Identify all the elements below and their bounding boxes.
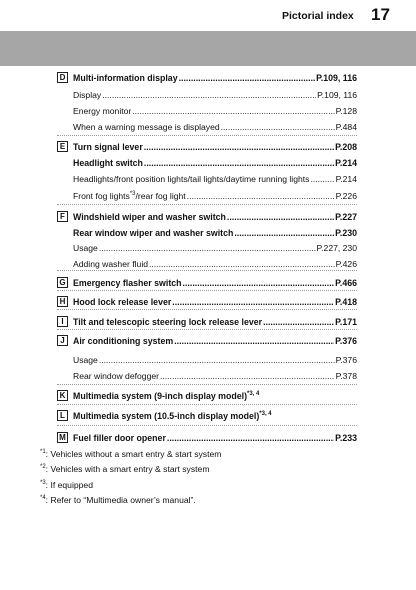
footnote: [40, 478, 93, 492]
page-reference: P.171: [335, 317, 357, 327]
entry-label-text: Energy monitor: [73, 106, 132, 116]
entry-label: [73, 103, 131, 119]
entry-label: [73, 275, 182, 291]
entry-label-text: Display: [73, 90, 102, 100]
index-subentry: [73, 368, 357, 384]
page-reference: P.109, 116: [317, 90, 357, 100]
entry-label-text: Rear window wiper and washer switch: [73, 228, 234, 238]
entry-label: [73, 171, 309, 187]
section-letter-box: D: [57, 72, 68, 83]
section-letter-box: L: [57, 410, 68, 421]
section-letter-box: H: [57, 296, 68, 307]
entry-label-text: Air conditioning system: [73, 336, 174, 346]
footnote: [40, 447, 221, 461]
page-reference: P.128: [335, 106, 357, 116]
entry-label-text: Multimedia system (10.5-inch display model): [73, 411, 260, 421]
index-entry: [73, 430, 357, 446]
section-divider: [57, 290, 357, 291]
header-band: [0, 31, 416, 66]
page-reference: P.378: [335, 371, 357, 381]
entry-label: [73, 139, 143, 155]
section-letter-box: E: [57, 141, 68, 152]
page-reference: P.214: [335, 158, 357, 168]
index-entry: [73, 275, 357, 291]
index-subentry: [73, 171, 357, 187]
entry-label-text: When a warning message is displayed: [73, 122, 220, 132]
entry-label: [73, 294, 171, 310]
dot-leader: [310, 171, 334, 187]
header-title: Pictorial index: [282, 10, 354, 22]
entry-label: [73, 314, 262, 330]
section-divider: [57, 135, 357, 136]
page-reference: P.376: [335, 355, 357, 365]
footnote-mark: *3: [40, 480, 46, 487]
dot-leader: [174, 333, 334, 349]
entry-label-text: Emergency flasher switch: [73, 278, 182, 288]
dot-leader: [221, 119, 335, 135]
entry-label-text: Multimedia system (9-inch display model): [73, 391, 248, 401]
page-reference: P.230: [335, 228, 357, 238]
entry-label: [73, 225, 233, 241]
dot-leader: [234, 225, 334, 241]
dot-leader: [227, 209, 334, 225]
footnote-text: : If equipped: [45, 480, 93, 490]
dot-leader: [179, 70, 315, 86]
footnote-text: : Refer to “Multimedia owner’s manual”.: [45, 495, 196, 505]
dot-leader: [160, 368, 335, 384]
page-reference: P.208: [335, 142, 357, 152]
page-reference: P.426: [335, 259, 357, 269]
dot-leader: [99, 352, 335, 368]
entry-label-text: Front fog lights: [73, 191, 130, 201]
entry-label: [73, 388, 259, 404]
dot-leader: [167, 430, 334, 446]
entry-label: [73, 87, 101, 103]
section-letter-box: M: [57, 432, 68, 443]
index-entry: [73, 70, 357, 86]
dot-leader: [144, 139, 334, 155]
entry-label-text: Headlight switch: [73, 158, 143, 168]
entry-label-text: Rear window defogger: [73, 371, 159, 381]
page-reference: P.233: [335, 433, 357, 443]
footnote-ref: *3, 4: [247, 391, 260, 398]
entry-label-text: Usage: [73, 243, 98, 253]
footnote-ref: *3, 4: [259, 411, 272, 418]
section-letter-box: I: [57, 316, 68, 327]
entry-label-text: Tilt and telescopic steering lock release lever: [73, 317, 263, 327]
index-entry: [73, 139, 357, 155]
page-reference: P.214: [335, 174, 357, 184]
index-entry: [73, 314, 357, 330]
entry-label-text: Headlights/front position lights/tail lights/daytime running lights: [73, 174, 310, 184]
entry-label: [73, 188, 186, 204]
index-subentry: [73, 240, 357, 256]
section-letter-box: G: [57, 277, 68, 288]
entry-label: [73, 209, 226, 225]
page-reference: P.466: [335, 278, 357, 288]
section-divider: [57, 270, 357, 271]
section-letter-box: J: [57, 335, 68, 346]
entry-label-continuation: /rear fog light: [135, 191, 186, 201]
page-reference: P.227, 230: [316, 243, 357, 253]
entry-label-text: Turn signal lever: [73, 142, 143, 152]
section-divider: [57, 425, 357, 426]
footnote-mark: *4: [40, 495, 46, 502]
entry-label-text: Adding washer fluid: [73, 259, 149, 269]
page-reference: P.418: [335, 297, 357, 307]
page-reference: P.226: [335, 191, 357, 201]
dot-leader: [172, 294, 334, 310]
index-entry: [73, 155, 357, 171]
index-subentry: [73, 188, 357, 204]
page-reference: P.109, 116: [316, 73, 357, 83]
dot-leader: [99, 240, 316, 256]
index-subentry: [73, 119, 357, 135]
section-letter-box: K: [57, 390, 68, 401]
entry-label-text: Fuel filler door opener: [73, 433, 166, 443]
entry-label: [73, 155, 143, 171]
entry-label: [73, 333, 173, 349]
entry-label-text: Hood lock release lever: [73, 297, 172, 307]
page-reference: P.376: [335, 336, 357, 346]
footnote-text: : Vehicles without a smart entry & start system: [45, 449, 222, 459]
footnote-ref: *3: [129, 191, 136, 198]
index-entry: [73, 388, 357, 404]
entry-label: [73, 119, 220, 135]
section-divider: [57, 329, 357, 330]
footnote: [40, 462, 209, 476]
dot-leader: [144, 155, 334, 171]
entry-label: [73, 430, 166, 446]
entry-label: [73, 368, 159, 384]
dot-leader: [132, 103, 334, 119]
section-divider: [57, 404, 357, 405]
index-entry: [73, 333, 357, 349]
footnote-mark: *1: [40, 449, 46, 456]
entry-label-text: Multi-information display: [73, 73, 178, 83]
index-subentry: [73, 352, 357, 368]
page-reference: P.484: [335, 122, 357, 132]
section-divider: [57, 384, 357, 385]
entry-label-text: Windshield wiper and washer switch: [73, 212, 226, 222]
dot-leader: [102, 87, 316, 103]
entry-label-text: Usage: [73, 355, 98, 365]
footnote-text: : Vehicles with a smart entry & start system: [45, 464, 210, 474]
entry-label: [73, 352, 98, 368]
section-divider: [57, 204, 357, 205]
index-subentry: [73, 87, 357, 103]
index-entry: [73, 209, 357, 225]
dot-leader: [183, 275, 335, 291]
footnote-mark: *2: [40, 464, 46, 471]
index-entry: [73, 408, 357, 424]
dot-leader: [187, 188, 335, 204]
dot-leader: [263, 314, 334, 330]
entry-label: [73, 240, 98, 256]
index-entry: [73, 294, 357, 310]
footnote: [40, 493, 196, 507]
section-divider: [57, 309, 357, 310]
section-letter-box: F: [57, 211, 68, 222]
entry-label: [73, 70, 178, 86]
index-entry: [73, 225, 357, 241]
page-reference: P.227: [335, 212, 357, 222]
entry-label: [73, 408, 272, 424]
page-number: 17: [371, 5, 390, 24]
index-subentry: [73, 103, 357, 119]
